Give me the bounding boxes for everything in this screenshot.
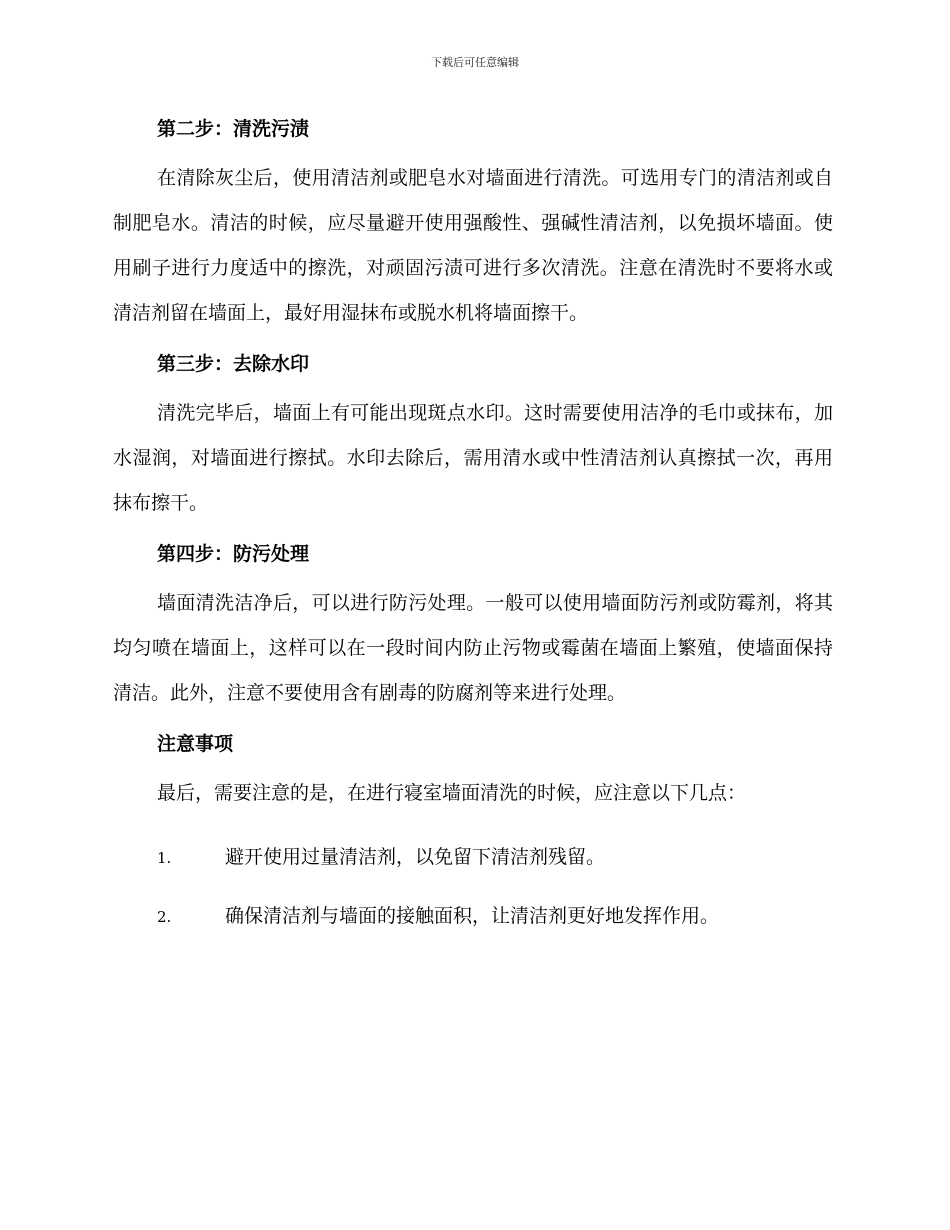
section-paragraph-step3: 清洗完毕后，墙面上有可能出现斑点水印。这时需要使用洁净的毛巾或抹布，加水湿润，对墙面进行擦拭。水印去除后，需用清水或中性清洁剂认真擦拭一次，再用抹布擦干。 <box>113 402 833 514</box>
header-note: 下载后可任意编辑 <box>431 56 519 69</box>
section-heading-step4: 第四步：防污处理 <box>157 543 310 565</box>
list-item-text: 避开使用过量清洁剂，以免留下清洁剂残留。 <box>225 846 606 868</box>
section-heading-notes: 注意事项 <box>157 733 234 755</box>
list-item-text: 确保清洁剂与墙面的接触面积，让清洁剂更好地发挥作用。 <box>225 905 720 927</box>
section-paragraph-step4: 墙面清洗洁净后，可以进行防污处理。一般可以使用墙面防污剂或防霉剂，将其均匀喷在墙面上，这样可以在一段时间内防止污物或霉菌在墙面上繁殖，使墙面保持清洁。此外，注意不要使用含有剧毒的防腐剂等来进行处理。 <box>113 592 833 704</box>
section-heading-step2: 第二步：清洗污渍 <box>157 118 310 140</box>
section-paragraph-step2: 在清除灰尘后，使用清洁剂或肥皂水对墙面进行清洗。可选用专门的清洁剂或自制肥皂水。清洁的时候，应尽量避开使用强酸性、强碱性清洁剂，以免损坏墙面。使用刷子进行力度适中的擦洗，对顽固污渍可进行多次清洗。注意在清洗时不要将水或清洁剂留在墙面上，最好用湿抹布或脱水机将墙面擦干。 <box>113 167 833 324</box>
document-body <box>113 112 833 934</box>
section-paragraph-notes: 最后，需要注意的是，在进行寝室墙面清洗的时候，应注意以下几点： <box>157 782 747 804</box>
section-heading-step3: 第三步：去除水印 <box>157 353 310 375</box>
list-item-number: 2. <box>157 908 172 926</box>
list-item <box>113 899 833 934</box>
list-item <box>113 840 833 875</box>
list-item-number: 1. <box>157 849 172 867</box>
